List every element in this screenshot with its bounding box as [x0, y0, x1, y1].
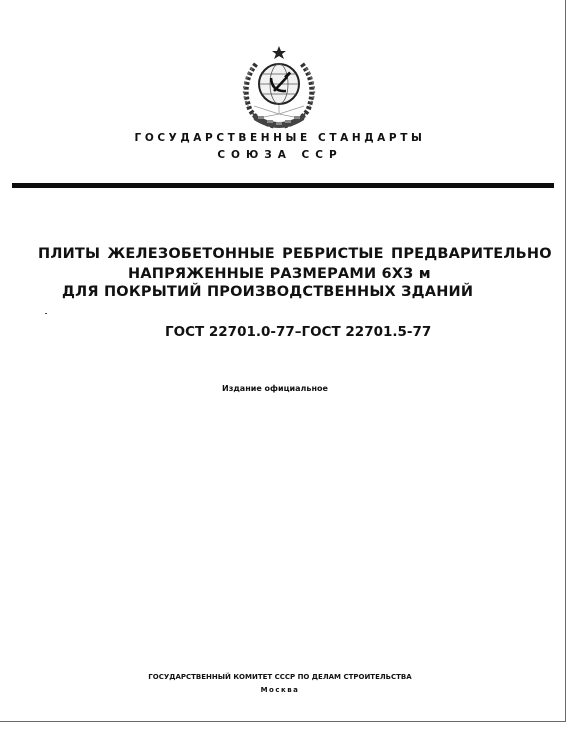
document-title-line-2: НАПРЯЖЕННЫЕ РАЗМЕРАМИ 6Х3 м [128, 266, 431, 282]
edition-note: Издание официальное [222, 384, 328, 393]
publisher-city: Москва [260, 686, 300, 694]
header-divider [12, 183, 554, 188]
document-title-line-1: ПЛИТЫ ЖЕЛЕЗОБЕТОННЫЕ РЕБРИСТЫЕ ПРЕДВАРИТЕЛЬНО [38, 246, 552, 262]
publisher-name: ГОСУДАРСТВЕННЫЙ КОМИТЕТ СССР ПО ДЕЛАМ СТРОИТЕЛЬСТВА [148, 673, 412, 681]
standard-number: ГОСТ 22701.0-77–ГОСТ 22701.5-77 [165, 324, 432, 340]
series-header-country: СОЮЗА ССР [217, 149, 343, 161]
series-header: ГОСУДАРСТВЕННЫЕ СТАНДАРТЫ [134, 132, 426, 144]
ussr-state-emblem-icon [234, 44, 324, 130]
document-title-line-3: ДЛЯ ПОКРЫТИЙ ПРОИЗВОДСТВЕННЫХ ЗДАНИЙ [62, 284, 474, 300]
print-speck [45, 313, 47, 314]
